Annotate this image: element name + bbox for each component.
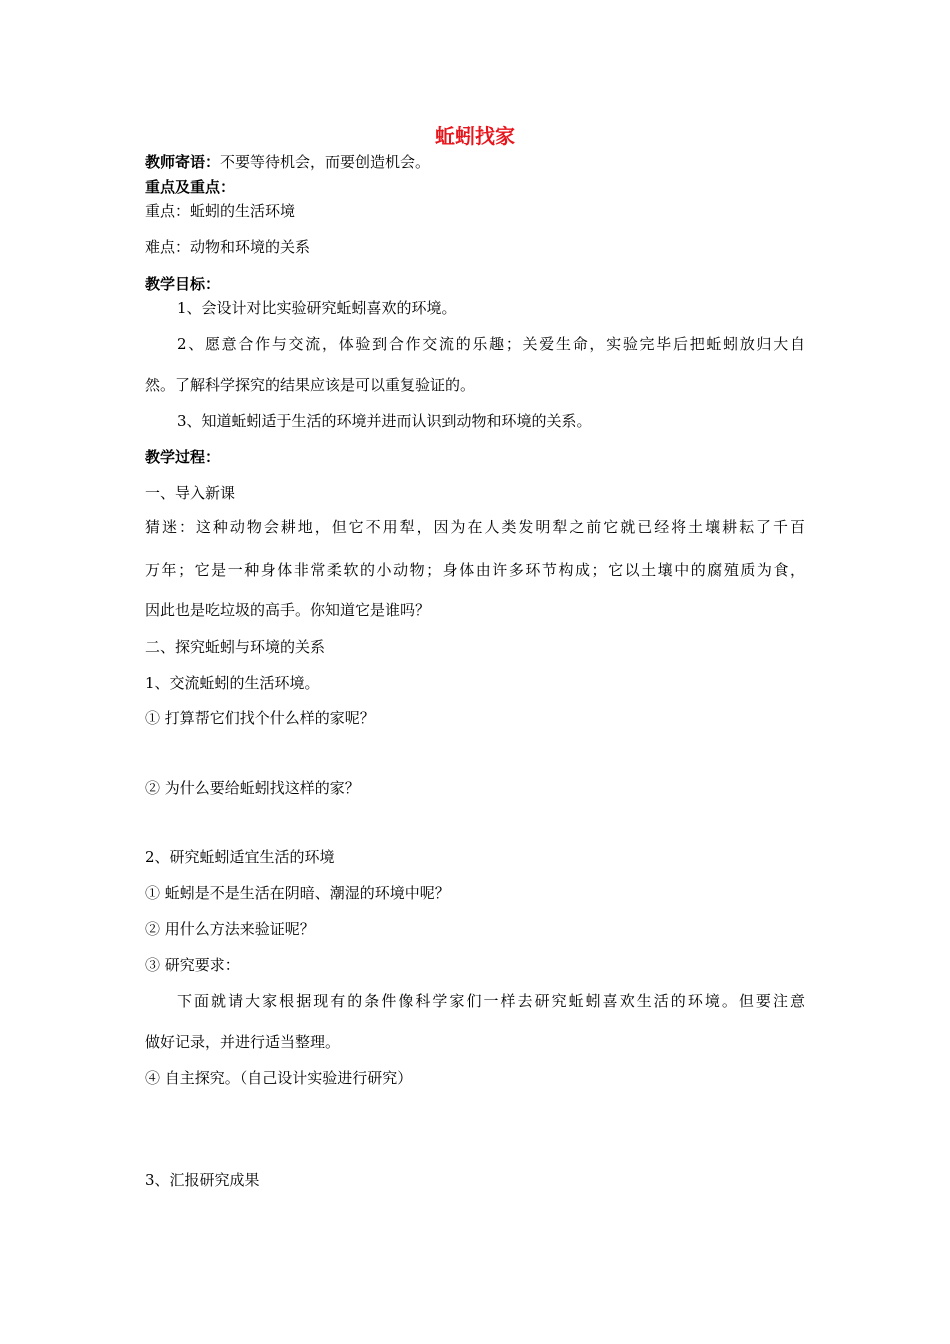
objective-item-1: 1、会设计对比实验研究蚯蚓喜欢的环境。 bbox=[177, 299, 457, 317]
part-1-title: 一、导入新课 bbox=[145, 484, 236, 502]
step-2-question-1: ① 蚯蚓是不是生活在阴暗、潮湿的环境中呢？ bbox=[145, 884, 450, 902]
motto-label: 教师寄语： bbox=[145, 153, 221, 171]
part-2-title: 二、探究蚯蚓与环境的关系 bbox=[145, 638, 326, 656]
riddle-line-2: 万年；它是一种身体非常柔软的小动物；身体由许多环节构成；它以土壤中的腐殖质为食， bbox=[145, 561, 805, 579]
teacher-motto bbox=[145, 152, 430, 172]
motto-text: 不要等待机会，而要创造机会。 bbox=[220, 153, 431, 171]
objective-item-2-line-1: 2、愿意合作与交流，体验到合作交流的乐趣；关爱生命，实验完毕后把蚯蚓放归大自 bbox=[177, 335, 805, 353]
process-heading: 教学过程： bbox=[145, 448, 221, 466]
step-1-question-1: ① 打算帮它们找个什么样的家呢？ bbox=[145, 709, 375, 727]
riddle-line-3: 因此也是吃垃圾的高手。你知道它是谁吗？ bbox=[145, 601, 431, 619]
step-1: 1、交流蚯蚓的生活环境。 bbox=[145, 674, 320, 692]
key-points-heading: 重点及重点： bbox=[145, 178, 236, 196]
step-3: 3、汇报研究成果 bbox=[145, 1171, 260, 1189]
objective-item-3: 3、知道蚯蚓适于生活的环境并进而认识到动物和环境的关系。 bbox=[177, 412, 592, 430]
step-2-question-2: ② 用什么方法来验证呢？ bbox=[145, 920, 315, 938]
focus-point: 重点：蚯蚓的生活环境 bbox=[145, 202, 296, 220]
requirement-line-2: 做好记录，并进行适当整理。 bbox=[145, 1033, 341, 1051]
requirement-line-1: 下面就请大家根据现有的条件像科学家们一样去研究蚯蚓喜欢生活的环境。但要注意 bbox=[177, 992, 805, 1010]
riddle-line-1: 猜迷：这种动物会耕地，但它不用犁，因为在人类发明犁之前它就已经将土壤耕耘了千百 bbox=[145, 518, 805, 536]
step-2: 2、研究蚯蚓适宜生活的环境 bbox=[145, 848, 335, 866]
step-1-question-2: ② 为什么要给蚯蚓找这样的家？ bbox=[145, 779, 360, 797]
objectives-heading: 教学目标： bbox=[145, 275, 221, 293]
objective-item-2-line-2: 然。了解科学探究的结果应该是可以重复验证的。 bbox=[145, 376, 476, 394]
document-title: 蚯蚓找家 bbox=[435, 124, 515, 148]
difficulty-point: 难点：动物和环境的关系 bbox=[145, 238, 311, 256]
step-2-question-4: ④ 自主探究。（自己设计实验进行研究） bbox=[145, 1069, 413, 1087]
step-2-question-3: ③ 研究要求： bbox=[145, 956, 240, 974]
